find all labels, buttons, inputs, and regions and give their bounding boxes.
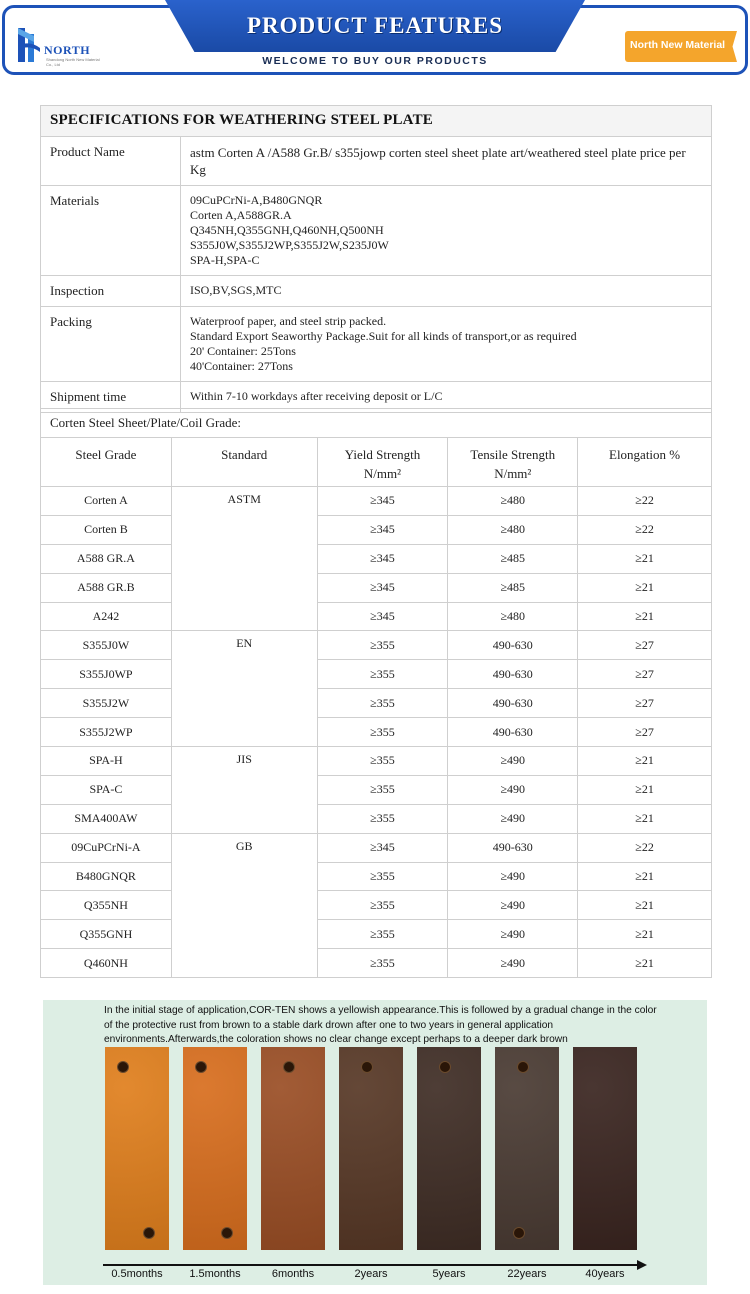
steel-grade-cell: S355J0WP <box>41 660 172 689</box>
steel-plate-sample <box>417 1047 481 1250</box>
elongation-cell: ≥21 <box>578 573 712 602</box>
grade-table-header <box>41 438 712 487</box>
specifications-title: SPECIFICATIONS FOR WEATHERING STEEL PLATE <box>41 106 712 137</box>
yield-strength-cell: ≥355 <box>317 775 448 804</box>
spec-value: ISO,BV,SGS,MTC <box>181 276 712 307</box>
spec-label: Inspection <box>41 276 181 307</box>
yield-strength-cell: ≥355 <box>317 920 448 949</box>
steel-plate-sample <box>339 1047 403 1250</box>
yield-strength-cell: ≥345 <box>317 602 448 631</box>
header-yield-strength: Yield Strength N/mm² <box>317 438 448 487</box>
steel-grade-cell: Q355GNH <box>41 920 172 949</box>
page-title: PRODUCT FEATURES <box>246 13 504 38</box>
steel-grade-cell: SPA-C <box>41 775 172 804</box>
yield-strength-cell: ≥355 <box>317 631 448 660</box>
table-row <box>41 891 712 920</box>
spec-label: Shipment time <box>41 382 181 413</box>
weathering-panel <box>43 1000 707 1285</box>
yield-strength-cell: ≥355 <box>317 747 448 776</box>
table-row <box>41 949 712 978</box>
table-row <box>41 602 712 631</box>
elongation-cell: ≥21 <box>578 544 712 573</box>
steel-grade-cell: S355J2W <box>41 689 172 718</box>
elongation-cell: ≥21 <box>578 602 712 631</box>
table-row <box>41 775 712 804</box>
yield-strength-cell: ≥355 <box>317 660 448 689</box>
steel-grade-cell: A588 GR.A <box>41 544 172 573</box>
steel-grade-cell: A588 GR.B <box>41 573 172 602</box>
table-row <box>41 660 712 689</box>
grade-table-body <box>41 487 712 978</box>
table-row <box>41 544 712 573</box>
steel-grade-cell: Q460NH <box>41 949 172 978</box>
elongation-cell: ≥21 <box>578 920 712 949</box>
tensile-strength-cell: ≥490 <box>448 804 578 833</box>
table-row <box>41 747 712 776</box>
steel-grade-cell: S355J0W <box>41 631 172 660</box>
tensile-strength-cell: 490-630 <box>448 660 578 689</box>
yield-strength-cell: ≥345 <box>317 573 448 602</box>
table-row <box>41 631 712 660</box>
tensile-strength-cell: ≥480 <box>448 487 578 516</box>
plate-hole-icon <box>361 1061 373 1073</box>
steel-grade-cell: A242 <box>41 602 172 631</box>
elongation-cell: ≥27 <box>578 718 712 747</box>
header-tensile-strength: Tensile Strength N/mm² <box>448 438 578 487</box>
header-elongation: Elongation % <box>578 438 712 487</box>
elongation-cell: ≥22 <box>578 833 712 862</box>
grade-table <box>40 408 712 978</box>
table-row <box>41 573 712 602</box>
plate-hole-icon <box>195 1061 207 1073</box>
header-standard: Standard <box>171 438 317 487</box>
spec-row-packing <box>41 307 712 382</box>
timeline-label: 6months <box>271 1268 315 1280</box>
yield-strength-cell: ≥355 <box>317 862 448 891</box>
tensile-strength-cell: 490-630 <box>448 833 578 862</box>
tensile-strength-cell: ≥490 <box>448 920 578 949</box>
tensile-strength-cell: ≥490 <box>448 891 578 920</box>
standard-cell: JIS <box>171 747 317 834</box>
plate-hole-icon <box>143 1227 155 1239</box>
standard-cell: ASTM <box>171 487 317 631</box>
elongation-cell: ≥22 <box>578 515 712 544</box>
spec-value: 09CuPCrNi-A,B480GNQR Corten A,A588GR.A Q345NH,Q355GNH,Q460NH,Q500NH S355J0W,S355J2WP,S355J2W,S235J0W SPA-H,SPA-C <box>181 186 712 276</box>
timeline-label: 5years <box>432 1268 466 1280</box>
logo-tagline: Shandong North New Material Co., Ltd <box>46 57 100 67</box>
steel-grade-cell: SPA-H <box>41 747 172 776</box>
tensile-strength-cell: ≥480 <box>448 515 578 544</box>
tensile-strength-cell: 490-630 <box>448 689 578 718</box>
plate-hole-icon <box>439 1061 451 1073</box>
table-row <box>41 862 712 891</box>
elongation-cell: ≥27 <box>578 631 712 660</box>
steel-grade-cell: S355J2WP <box>41 718 172 747</box>
elongation-cell: ≥22 <box>578 487 712 516</box>
elongation-cell: ≥21 <box>578 949 712 978</box>
timeline-label: 2years <box>354 1268 388 1280</box>
yield-strength-cell: ≥345 <box>317 515 448 544</box>
yield-strength-cell: ≥345 <box>317 487 448 516</box>
spec-label: Materials <box>41 186 181 276</box>
timeline-label: 40years <box>585 1268 625 1280</box>
company-logo <box>16 26 106 66</box>
elongation-cell: ≥21 <box>578 747 712 776</box>
steel-plate-sample <box>183 1047 247 1250</box>
logo-text: NORTH <box>44 43 91 57</box>
tensile-strength-cell: ≥490 <box>448 949 578 978</box>
yield-strength-cell: ≥355 <box>317 949 448 978</box>
yield-strength-cell: ≥355 <box>317 804 448 833</box>
tensile-strength-cell: 490-630 <box>448 718 578 747</box>
spec-label: Product Name <box>41 137 181 186</box>
plate-hole-icon <box>517 1061 529 1073</box>
yield-strength-cell: ≥355 <box>317 689 448 718</box>
steel-grade-cell: Corten A <box>41 487 172 516</box>
table-row <box>41 487 712 516</box>
steel-plate-sample <box>261 1047 325 1250</box>
elongation-cell: ≥21 <box>578 804 712 833</box>
table-row <box>41 804 712 833</box>
table-row <box>41 920 712 949</box>
brand-badge-text: North New Material <box>630 39 726 51</box>
steel-grade-cell: B480GNQR <box>41 862 172 891</box>
standard-cell: GB <box>171 833 317 977</box>
spec-row-inspection <box>41 276 712 307</box>
steel-plate-sample <box>573 1047 637 1250</box>
plate-hole-icon <box>117 1061 129 1073</box>
table-row <box>41 689 712 718</box>
spec-row-materials <box>41 186 712 276</box>
spec-value: astm Corten A /A588 Gr.B/ s355jowp corten steel sheet plate art/weathered steel plate price per Kg <box>181 137 712 186</box>
tensile-strength-cell: 490-630 <box>448 631 578 660</box>
tensile-strength-cell: ≥485 <box>448 573 578 602</box>
yield-strength-cell: ≥355 <box>317 718 448 747</box>
north-logo-icon <box>16 26 42 64</box>
timeline-label: 0.5months <box>111 1268 163 1280</box>
tensile-strength-cell: ≥485 <box>448 544 578 573</box>
tensile-strength-cell: ≥490 <box>448 775 578 804</box>
standard-cell: EN <box>171 631 317 747</box>
timeline-label: 1.5months <box>189 1268 241 1280</box>
elongation-cell: ≥21 <box>578 862 712 891</box>
tensile-strength-cell: ≥490 <box>448 862 578 891</box>
elongation-cell: ≥27 <box>578 660 712 689</box>
plate-hole-icon <box>283 1061 295 1073</box>
timeline-line <box>103 1264 643 1266</box>
elongation-cell: ≥21 <box>578 891 712 920</box>
tensile-strength-cell: ≥480 <box>448 602 578 631</box>
table-row <box>41 718 712 747</box>
table-row <box>41 833 712 862</box>
yield-strength-cell: ≥345 <box>317 833 448 862</box>
steel-grade-cell: SMA400AW <box>41 804 172 833</box>
spec-value: Within 7-10 workdays after receiving deposit or L/C <box>181 382 712 413</box>
yield-strength-cell: ≥345 <box>317 544 448 573</box>
header-steel-grade: Steel Grade <box>41 438 172 487</box>
tensile-strength-cell: ≥490 <box>448 747 578 776</box>
elongation-cell: ≥27 <box>578 689 712 718</box>
steel-grade-cell: Corten B <box>41 515 172 544</box>
timeline-label: 22years <box>507 1268 547 1280</box>
steel-plate-sample <box>495 1047 559 1250</box>
grade-table-caption: Corten Steel Sheet/Plate/Coil Grade: <box>41 409 712 438</box>
steel-plate-sample <box>105 1047 169 1250</box>
specifications-table <box>40 105 712 413</box>
plate-hole-icon <box>221 1227 233 1239</box>
steel-grade-cell: Q355NH <box>41 891 172 920</box>
spec-value: Waterproof paper, and steel strip packed. Standard Export Seaworthy Package.Suit for all kinds of transport,or as required 20' Container: 25Tons 40'Container: 27Tons <box>181 307 712 382</box>
spec-label: Packing <box>41 307 181 382</box>
plate-hole-icon <box>513 1227 525 1239</box>
steel-grade-cell: 09CuPCrNi-A <box>41 833 172 862</box>
elongation-cell: ≥21 <box>578 775 712 804</box>
table-row <box>41 515 712 544</box>
spec-row-product-name <box>41 137 712 186</box>
weathering-description: In the initial stage of application,COR-TEN shows a yellowish appearance.This is followed by a gradual change in the color of the protective rust from brown to a stable dark drown after one to two years in general application environments.Afterwards,the coloration shows no clear change except perhaps to a deeper dark brown <box>104 1005 657 1045</box>
yield-strength-cell: ≥355 <box>317 891 448 920</box>
header-banner <box>0 0 750 80</box>
page-subtitle: WELCOME TO BUY OUR PRODUCTS <box>262 55 488 67</box>
timeline-arrow-icon <box>637 1260 647 1270</box>
